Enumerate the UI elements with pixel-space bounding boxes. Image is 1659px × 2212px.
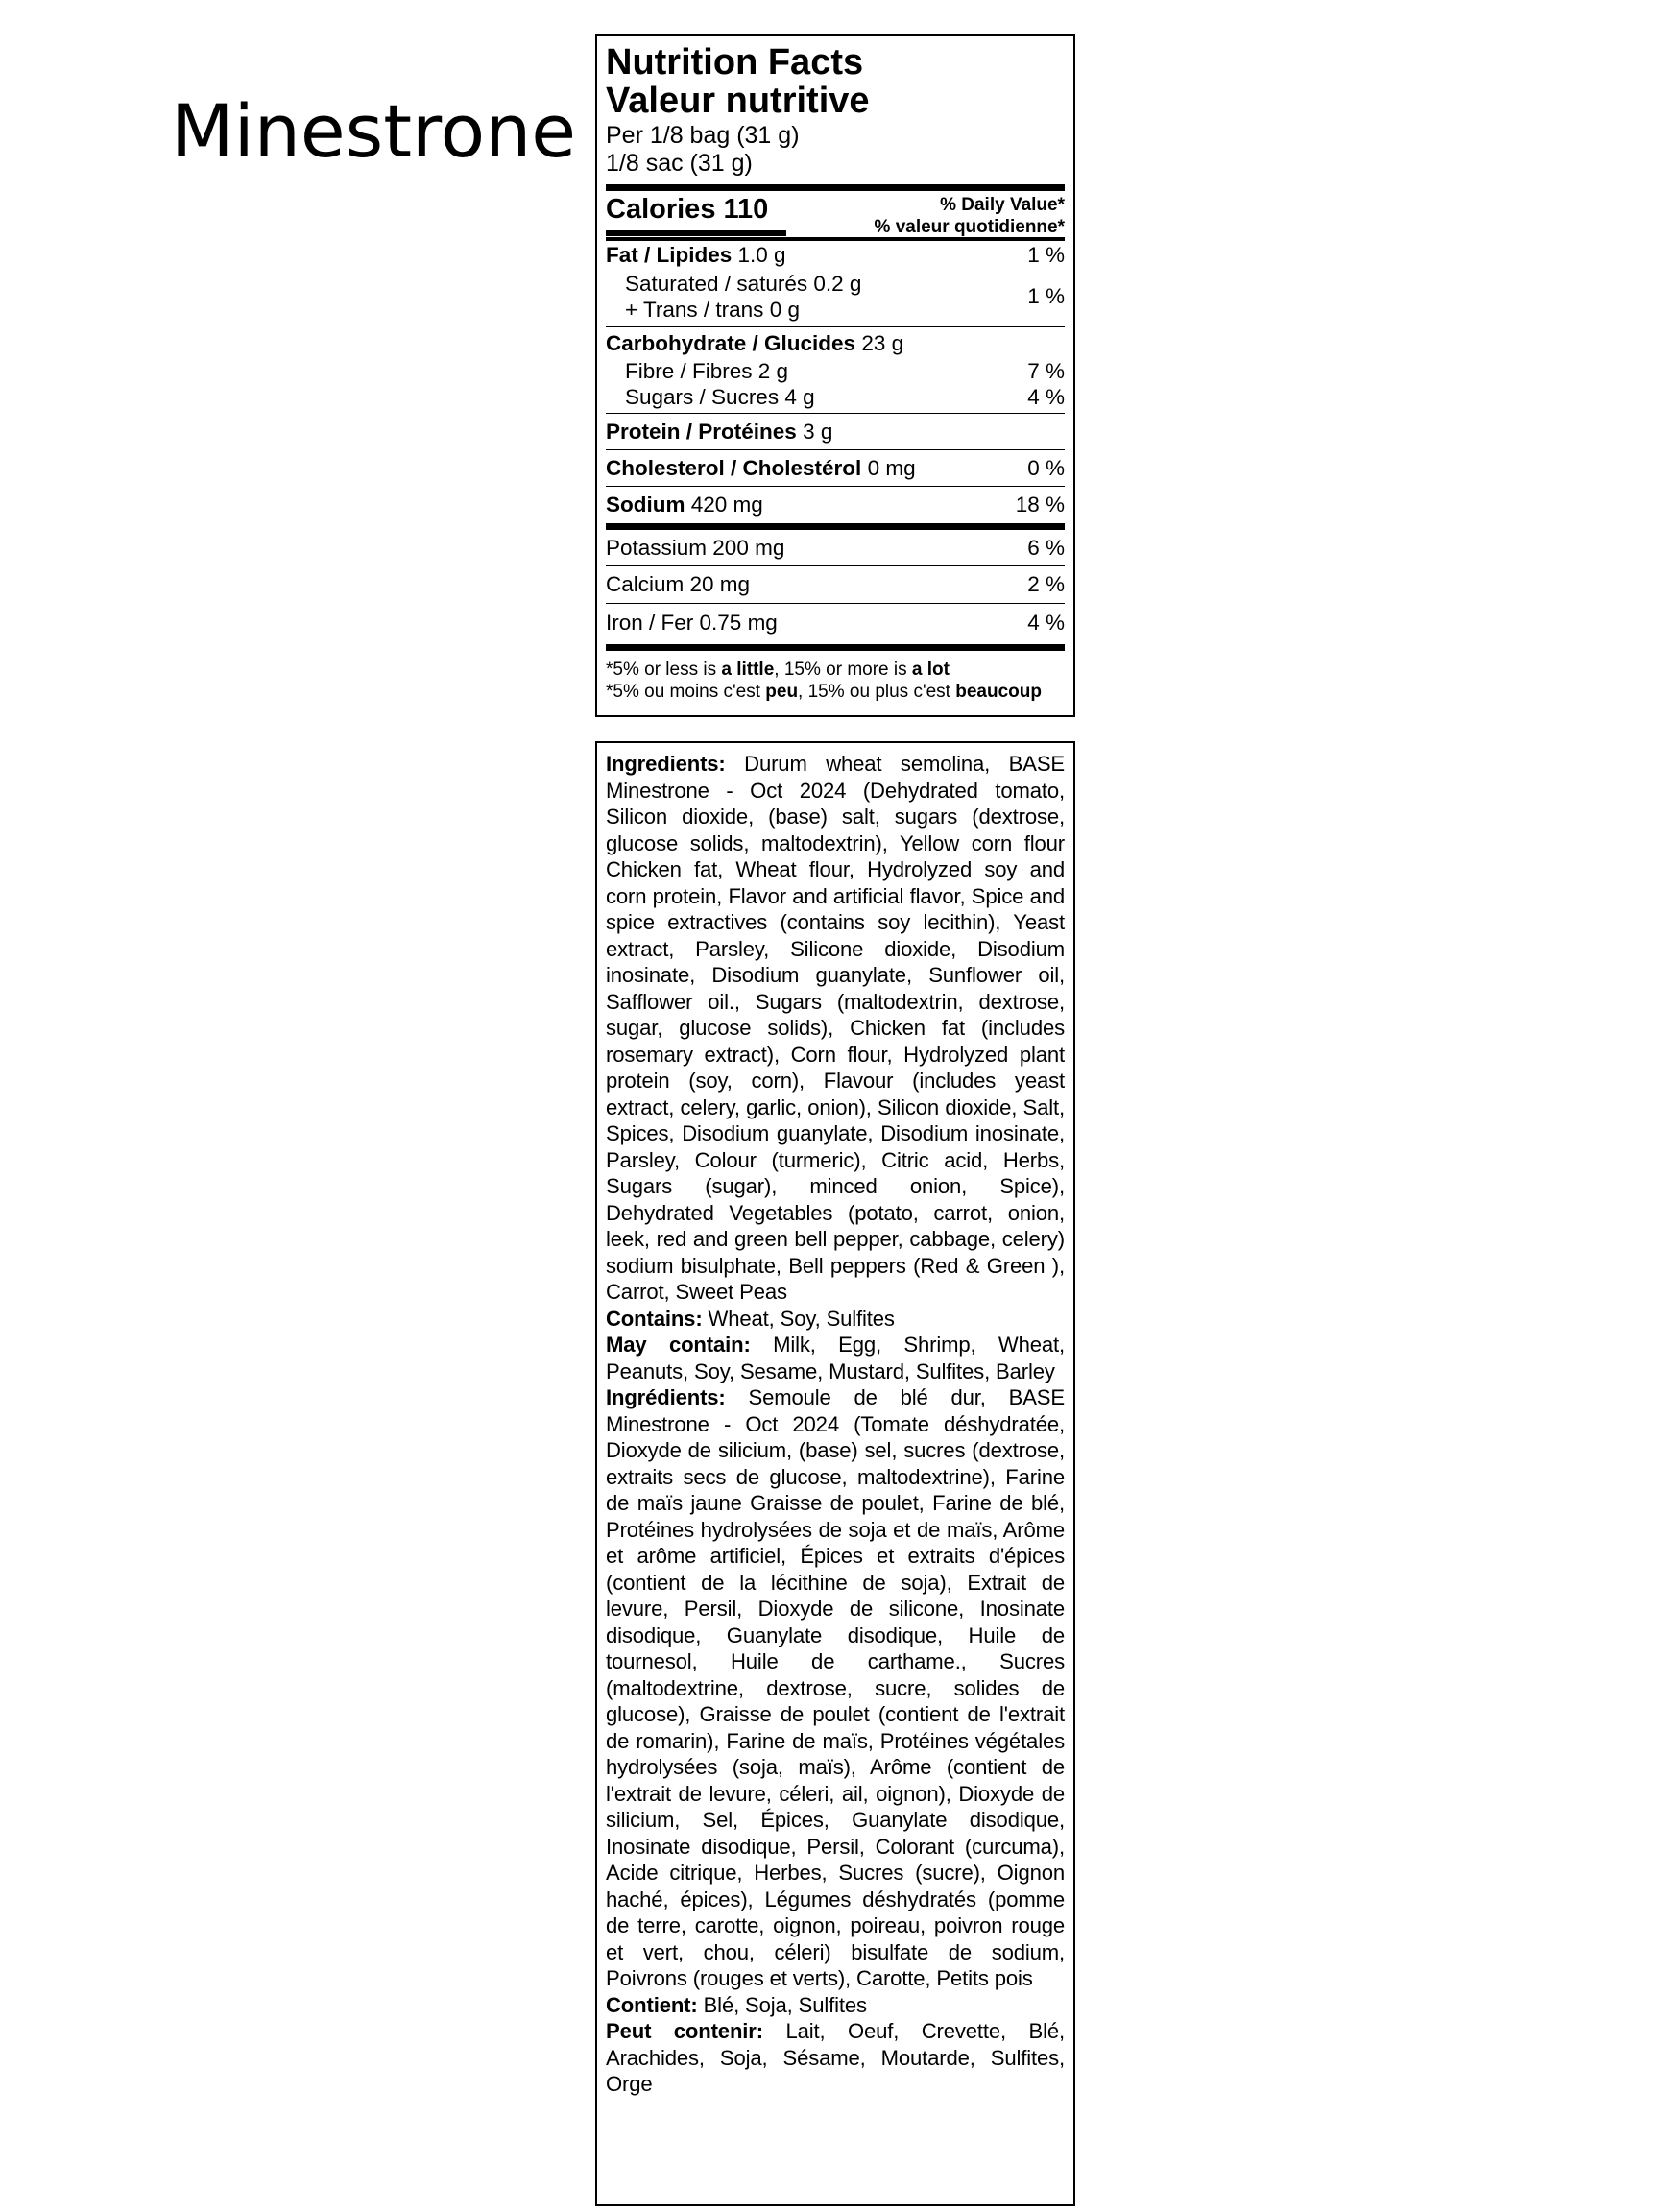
divider	[606, 523, 1065, 530]
may-contain-fr: Peut contenir: Lait, Oeuf, Crevette, Blé, Arachides, Soja, Sésame, Moutarde, Sulfites, Orge	[606, 2019, 1065, 2096]
fat-amount: 1.0 g	[737, 243, 786, 267]
footnote-en: *5% or less is a little, 15% or more is a lot	[606, 660, 950, 680]
divider	[606, 644, 1065, 651]
daily-value-fr: % valeur quotidienne*	[874, 217, 1065, 237]
divider	[606, 184, 1065, 191]
ingredients-en: Ingredients: Durum wheat semolina, BASE Minestrone - Oct 2024 (Dehydrated tomato, Silicon dioxide, (base) salt, sugars (dextrose, glucose solids, maltodextrin), Yellow corn flour Chicken fat, Wheat flour, Hydrolyzed soy and corn protein, Flavor and artificial flavor, Spice and spice extractives (contains soy lecithin), Yeast extract, Parsley, Silicone dioxide, Disodium inosinate, Disodium guanylate, Sunflower oil, Safflower oil., Sugars (maltodextrin, dextrose, sugar, glucose solids), Chicken fat (includes rosemary extract), Corn flour, Hydrolyzed plant protein (soy, corn), Flavour (includes yeast extract, celery, garlic, onion), Silicon dioxide, Salt, Spices, Disodium guanylate, Disodium inosinate, Parsley, Colour (turmeric), Citric acid, Herbs, Sugars (sugar), minced onion, Spice), Dehydrated Vegetables (potato, carrot, onion, leek, red and green bell pepper, cabbage, celery) sodium bisulphate, Bell peppers (Red & Green ), Carrot, Sweet Peas	[606, 752, 1065, 1304]
sugars-dv: 4 %	[1027, 385, 1065, 409]
calories-bar	[606, 230, 786, 236]
calories: Calories 110	[606, 194, 769, 225]
cholesterol-label: Cholesterol / Cholestérol	[606, 455, 862, 480]
iron-row	[606, 604, 1065, 641]
serving-size-en: Per 1/8 bag (31 g)	[606, 122, 800, 149]
fibre-dv: 7 %	[1027, 359, 1065, 383]
protein-label: Protein / Protéines	[606, 419, 797, 444]
sat-trans-row	[606, 270, 1065, 324]
sodium-label: Sodium	[606, 493, 685, 517]
cholesterol-dv: 0 %	[1027, 455, 1065, 480]
footnote-fr: *5% ou moins c'est peu, 15% ou plus c'est beaucoup	[606, 682, 1042, 702]
calcium-row	[606, 566, 1065, 603]
ingredients-fr: Ingrédients: Semoule de blé dur, BASE Minestrone - Oct 2024 (Tomate déshydratée, Dioxyde de silicium, (base) sel, sucres (dextrose, extraits secs de glucose, maltodextrine), Farine de maïs jaune Graisse de poulet, Farine de blé, Protéines hydrolysées de soja et de maïs, Arôme et arôme artificiel, Épices et extraits d'épices (contient de la lécithine de soja), Extrait de levure, Persil, Dioxyde de silicone, Inosinate disodique, Guanylate disodique, Huile de tournesol, Huile de carthame., Sucres (maltodextrine, dextrose, sucre, solides de glucose), Graisse de poulet (contient de l'extrait de romarin), Farine de maïs, Protéines végétales hydrolysées (soja, maïs), Arôme (contient de l'extrait de levure, céleri, ail, oignon), Dioxyde de silicium, Sel, Épices, Guanylate disodique, Inosinate disodique, Persil, Colorant (curcuma), Acide citrique, Herbes, Sucres (sucre), Oignon haché, épices), Légumes déshydratés (pomme de terre, carotte, oignon, poireau, poivron rouge et vert, chou, céleri) bisulfate de sodium, Poivrons (rouges et verts), Carotte, Petits pois	[606, 1385, 1065, 1990]
nutrition-title-fr: Valeur nutritive	[606, 81, 870, 121]
nutrition-title-en: Nutrition Facts	[606, 42, 864, 83]
cholesterol-row	[606, 450, 1065, 486]
fibre-label: Fibre / Fibres 2 g	[625, 359, 789, 383]
potassium-label: Potassium 200 mg	[606, 535, 785, 560]
daily-value-en: % Daily Value*	[940, 195, 1065, 215]
iron-dv: 4 %	[1027, 610, 1065, 635]
may-contain-en: May contain: Milk, Egg, Shrimp, Wheat, Peanuts, Soy, Sesame, Mustard, Sulfites, Barley	[606, 1333, 1066, 1383]
potassium-dv: 6 %	[1027, 535, 1065, 560]
calories-row	[606, 191, 1065, 237]
daily-value-header	[875, 194, 1065, 238]
iron-label: Iron / Fer 0.75 mg	[606, 610, 778, 635]
fat-label: Fat / Lipides	[606, 243, 733, 267]
trans-label: + Trans / trans 0 g	[625, 298, 800, 322]
carbohydrate-row	[606, 327, 1065, 359]
sodium-dv: 18 %	[1015, 493, 1065, 517]
contains-fr: Contient: Blé, Soja, Sulfites	[606, 1992, 867, 2017]
fibre-row	[606, 359, 1065, 384]
sugars-label: Sugars / Sucres 4 g	[625, 385, 815, 409]
protein-row	[606, 414, 1065, 449]
carb-amount: 23 g	[861, 330, 904, 355]
serving-size-fr: 1/8 sac (31 g)	[606, 150, 753, 177]
potassium-row	[606, 530, 1065, 565]
carb-label: Carbohydrate / Glucides	[606, 330, 856, 355]
sat-trans-dv: 1 %	[1027, 284, 1065, 308]
sugars-row	[606, 384, 1065, 411]
cholesterol-amount: 0 mg	[867, 455, 916, 480]
contains-en: Contains: Wheat, Soy, Sulfites	[606, 1306, 895, 1331]
calcium-dv: 2 %	[1027, 572, 1065, 596]
sodium-row	[606, 487, 1065, 523]
fat-dv: 1 %	[1027, 243, 1065, 267]
protein-amount: 3 g	[803, 419, 833, 444]
sodium-amount: 420 mg	[690, 493, 763, 517]
calcium-label: Calcium 20 mg	[606, 572, 751, 596]
footnote	[606, 651, 1065, 703]
product-title: Minestrone	[171, 88, 577, 174]
fat-row	[606, 241, 1065, 270]
saturated-label: Saturated / saturés 0.2 g	[625, 272, 862, 296]
ingredients-panel	[595, 741, 1075, 2206]
nutrition-facts-table	[595, 34, 1075, 717]
